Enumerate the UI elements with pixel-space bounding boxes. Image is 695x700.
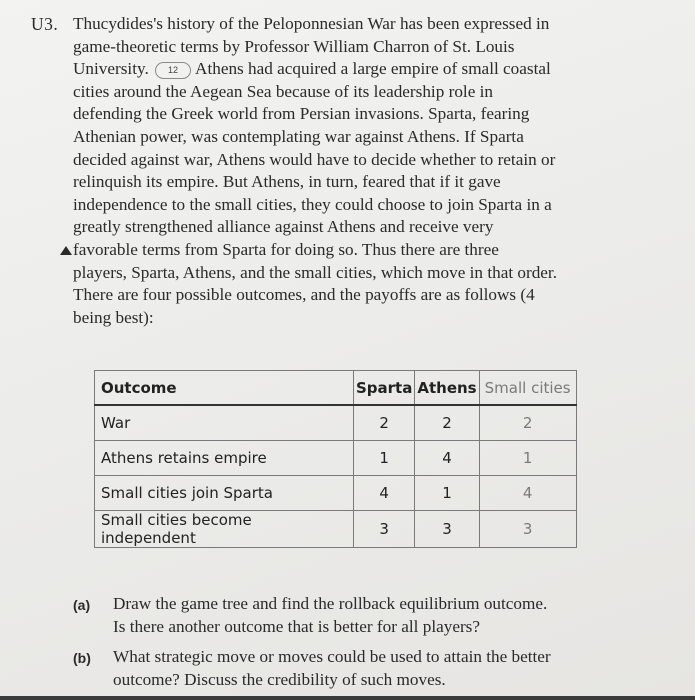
athens-payoff: 1: [415, 476, 479, 511]
statement-line: Thucydides's history of the Peloponnesian War has been expressed in: [73, 14, 550, 33]
question-line: What strategic move or moves could be used to attain the better: [113, 647, 551, 666]
statement-line: players, Sparta, Athens, and the small cities, which move in that order.: [73, 262, 558, 282]
statement-line: being best):: [73, 307, 154, 327]
sparta-payoff: 2: [354, 405, 415, 441]
question-a-label: (a): [73, 597, 91, 613]
sparta-payoff: 1: [354, 441, 415, 476]
bottom-edge-shadow: [0, 696, 695, 700]
outcome-cell: Athens retains empire: [95, 441, 354, 476]
outcome-cell: Small cities become independent: [95, 511, 354, 548]
small-cities-payoff: 4: [479, 476, 576, 511]
table-row: [95, 476, 577, 511]
question-a-text: [113, 592, 673, 638]
question-line: Draw the game tree and find the rollback equilibrium outcome.: [113, 594, 548, 613]
statement-line: independence to the small cities, they could choose to join Sparta in a: [73, 194, 552, 214]
statement-line: game-theoretic terms by Professor William Charron of St. Louis: [73, 36, 515, 56]
statement-fragment: University.: [73, 59, 149, 79]
sparta-payoff: 3: [354, 511, 415, 548]
table-row: [95, 441, 577, 476]
question-a: [0, 592, 695, 642]
statement-line: relinquish its empire. But Athens, in turn, feared that if it gave: [73, 172, 501, 192]
problem-number: U3.: [31, 14, 59, 34]
table-header-row: [95, 371, 577, 406]
question-line: outcome? Discuss the credibility of such moves.: [113, 670, 446, 689]
outcome-cell: Small cities join Sparta: [95, 476, 354, 511]
athens-payoff: 3: [415, 511, 479, 548]
small-cities-payoff: 3: [479, 511, 576, 548]
header-sparta: Sparta: [354, 371, 415, 406]
small-cities-payoff: 2: [479, 405, 576, 441]
table-row: [95, 511, 577, 548]
athens-payoff: 4: [415, 441, 479, 476]
statement-line: greatly strengthened alliance against Athens and receive very: [73, 217, 494, 237]
payoff-table: [94, 370, 577, 548]
question-b-text: [113, 645, 673, 691]
question-line: Is there another outcome that is better for all players?: [113, 617, 480, 636]
header-small-cities: Small cities: [479, 371, 576, 406]
athens-payoff: 2: [415, 405, 479, 441]
statement-line: Athenian power, was contemplating war against Athens. If Sparta: [73, 126, 524, 146]
outcome-cell: War: [95, 405, 354, 441]
statement-fragment: Athens had acquired a large empire of small coastal: [195, 59, 551, 79]
problem-statement: [73, 13, 673, 329]
statement-line: decided against war, Athens would have to decide whether to retain or: [73, 149, 556, 169]
statement-line: defending the Greek world from Persian invasions. Sparta, fearing: [73, 104, 530, 124]
header-outcome: Outcome: [95, 371, 354, 406]
statement-line: There are four possible outcomes, and the payoffs are as follows (4: [73, 285, 535, 305]
statement-line: favorable terms from Sparta for doing so. Thus there are three: [73, 239, 499, 259]
footnote-marker[interactable]: 12: [155, 62, 191, 79]
header-athens: Athens: [415, 371, 479, 406]
question-b: [0, 645, 695, 695]
cursor-arrow-icon: [60, 246, 72, 255]
sparta-payoff: 4: [354, 476, 415, 511]
question-b-label: (b): [73, 650, 91, 666]
statement-line: cities around the Aegean Sea because of its leadership role in: [73, 81, 493, 101]
small-cities-payoff: 1: [479, 441, 576, 476]
statement-line: [73, 58, 673, 81]
table-row: [95, 405, 577, 441]
